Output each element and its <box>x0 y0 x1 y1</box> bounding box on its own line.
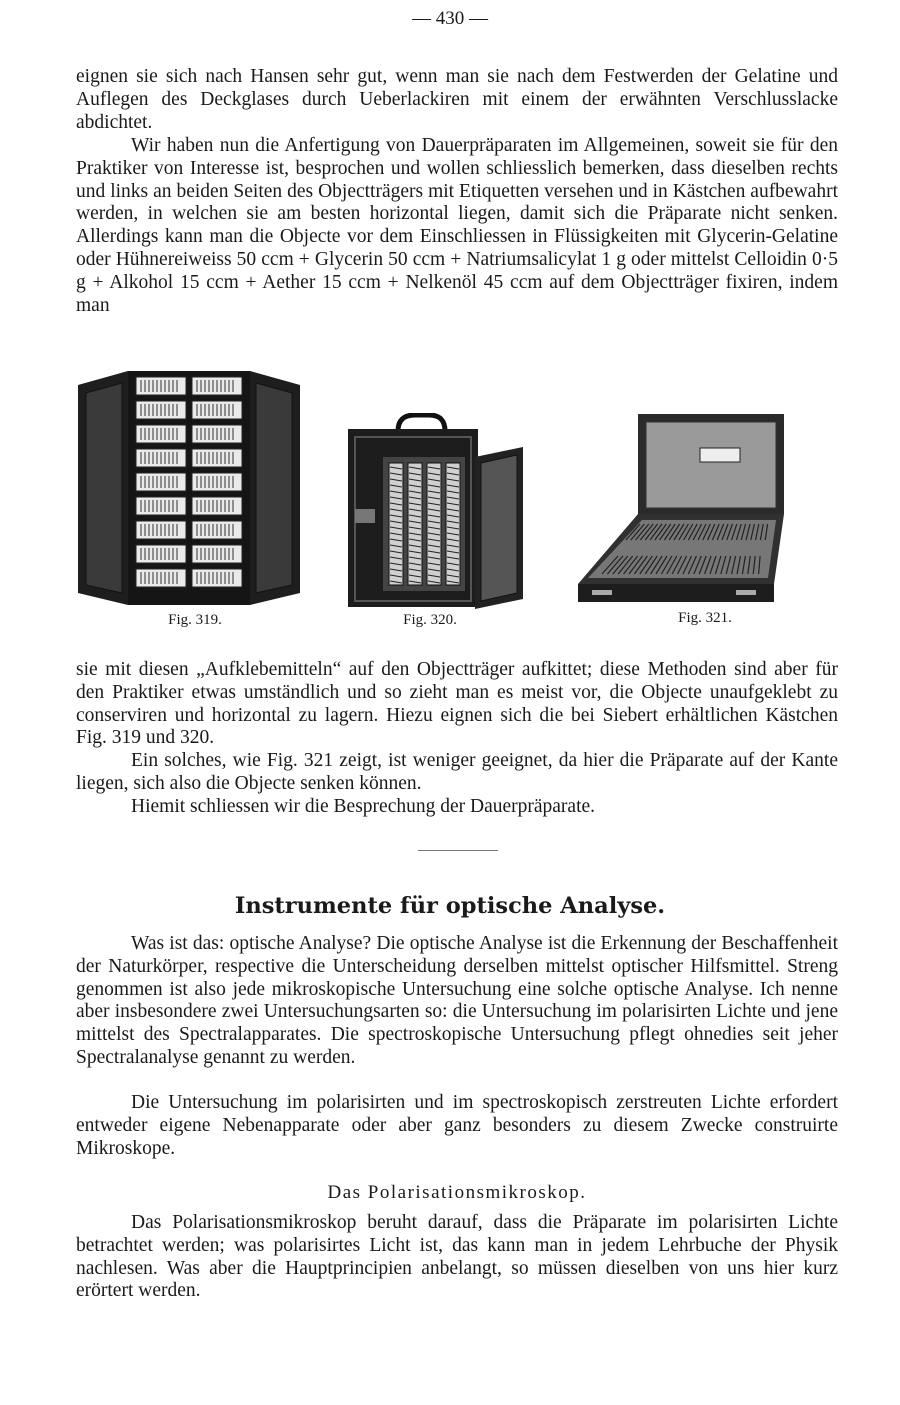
figure-319-slide-cabinet <box>76 367 302 607</box>
subsection-heading: Das Polarisationsmikroskop. <box>327 1182 587 1203</box>
figure-319-caption: Fig. 319. <box>168 612 222 628</box>
paragraph-schluss: Hiemit schliessen wir die Besprechung der Dauerpräparate. <box>131 796 596 817</box>
paragraph-hansen: eignen sie sich nach Hansen sehr gut, wenn man sie nach dem Festwerden der Gelatine und Auflegen des Deckglases durch Ueberlackiren mit einem der erwähnten Verschlusslacke abdichtet. <box>76 66 838 133</box>
paragraph-untersuchung: Die Untersuchung im polarisirten und im spectroskopisch zerstreuten Lichte erfordert entweder eigene Nebenapparate oder aber ganz besonders zu diesem Zwecke construirte Mikroskope. <box>76 1092 838 1159</box>
paragraph-fig321: Ein solches, wie Fig. 321 zeigt, ist weniger geeignet, da hier die Präparate auf der Kante liegen, sich also die Objecte senken können. <box>76 750 838 794</box>
figure-320-slide-box <box>343 413 525 609</box>
figure-321-slide-case <box>578 410 784 604</box>
paragraph-aufklebemittel: sie mit diesen „Aufklebemitteln“ auf den Objectträger aufkittet; diese Methoden sind aber für den Praktiker etwas umständlich und so zieht man es meist vor, die Objecte unaufgeklebt zu conserviren und horizontal zu lagern. Hiezu eignen sich die bei Siebert erhältlichen Kästchen Fig. 319 und 320. <box>76 659 838 749</box>
figure-320-caption: Fig. 320. <box>403 612 457 628</box>
section-heading: Instrumente für optische Analyse. <box>234 893 666 919</box>
section-divider <box>418 850 498 851</box>
paragraph-polarisationsmikroskop: Das Polarisationsmikroskop beruht darauf, dass die Präparate im polarisirten Lichte betrachtet werden; was polarisirtes Licht ist, das kann man in jedem Lehrbuche der Physik nachlesen. Was aber die Hauptprincipien anbelangt, so müssen dieselben von uns hier kurz erörtert werden. <box>76 1212 838 1302</box>
paragraph-optische-analyse: Was ist das: optische Analyse? Die optische Analyse ist die Erkennung der Beschaffenheit der Naturkörper, respective die Unterscheidung derselben mittelst optischer Hilfsmittel. Streng genommen ist also jede mikroskopische Untersuchung eine solche optische Analyse. Ich nenne aber insbesondere zwei Untersuchungsarten so: die Untersuchung im polarisirten Lichte und jene mittelst des Spectralapparates. Die spectroskopische Untersuchung pflegt ohnedies seit jeher Spectralanalyse genannt zu werden. <box>76 933 838 1068</box>
figure-321-caption: Fig. 321. <box>678 610 732 626</box>
paragraph-dauerpraeparate: Wir haben nun die Anfertigung von Dauerpräparaten im Allgemeinen, soweit sie für den Praktiker von Interesse ist, besprochen und wollen schliesslich bemerken, dass dieselben rechts und links an beiden Seiten des Objectträgers mit Etiquetten versehen und in Kästchen aufbewahrt werden, in welchen sie am besten horizontal liegen, damit sich die Präparate nicht senken. Allerdings kann man die Objecte vor dem Einschliessen in Flüssigkeiten mit Glycerin-Gelatine oder Hühnereiweiss 50 ccm + Glycerin 50 ccm + Natriumsalicylat 1 g oder mittelst Celloidin 0·5 g + Alkohol 15 ccm + Aether 15 ccm + Nelkenöl 45 ccm auf dem Objectträger fixiren, indem man <box>76 135 838 316</box>
page-number: — 430 — <box>412 8 488 29</box>
